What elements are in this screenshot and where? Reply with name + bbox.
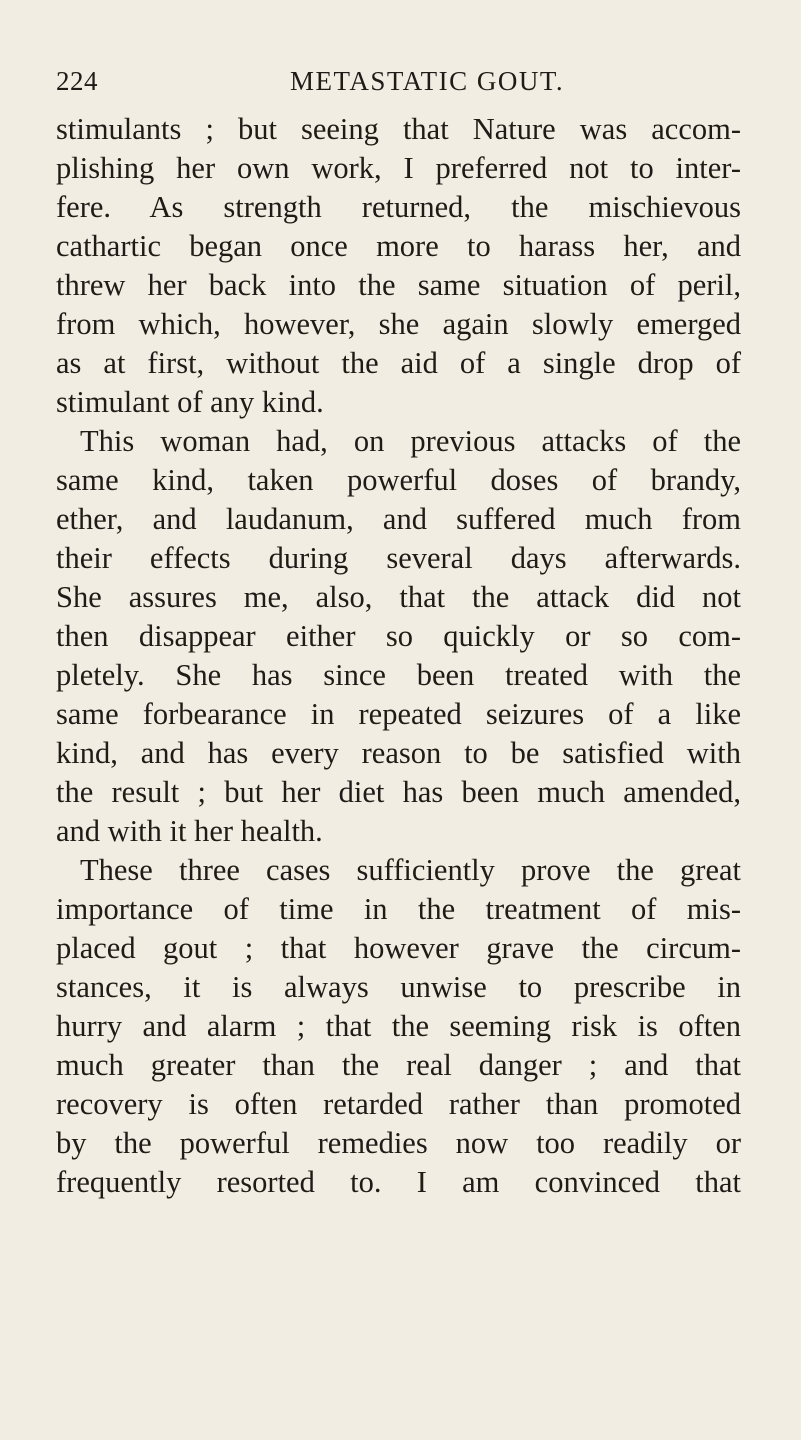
text-line: from which, however, she again slowly emerged: [56, 307, 741, 341]
text-line: These three cases sufficiently prove the great: [80, 853, 741, 887]
page-header: [56, 66, 735, 106]
text-line: stimulants ; but seeing that Nature was accom-: [56, 112, 741, 146]
text-line: frequently resorted to. I am convinced that: [56, 1165, 741, 1199]
text-line: and with it her health.: [56, 814, 323, 848]
text-line: threw her back into the same situation of peril,: [56, 268, 741, 302]
text-line: same forbearance in repeated seizures of a like: [56, 697, 741, 731]
text-line: recovery is often retarded rather than promoted: [56, 1087, 741, 1121]
text-line: cathartic began once more to harass her, and: [56, 229, 741, 263]
text-line: the result ; but her diet has been much amended,: [56, 775, 741, 809]
text-line: same kind, taken powerful doses of brandy,: [56, 463, 741, 497]
text-line: plishing her own work, I preferred not to inter-: [56, 151, 741, 185]
text-line: then disappear either so quickly or so com-: [56, 619, 741, 653]
body-text: [56, 110, 741, 1202]
text-line: kind, and has every reason to be satisfied with: [56, 736, 741, 770]
text-line: This woman had, on previous attacks of the: [80, 424, 741, 458]
running-title: METASTATIC GOUT.: [290, 66, 565, 96]
text-line: much greater than the real danger ; and that: [56, 1048, 741, 1082]
text-line: their effects during several days afterwards.: [56, 541, 741, 575]
text-line: ether, and laudanum, and suffered much from: [56, 502, 741, 536]
text-line: as at first, without the aid of a single drop of: [56, 346, 741, 380]
text-line: stimulant of any kind.: [56, 385, 324, 419]
text-line: importance of time in the treatment of mis-: [56, 892, 741, 926]
text-line: placed gout ; that however grave the circum-: [56, 931, 741, 965]
text-line: by the powerful remedies now too readily or: [56, 1126, 741, 1160]
page-number: 224: [56, 66, 98, 96]
text-line: pletely. She has since been treated with the: [56, 658, 741, 692]
text-line: stances, it is always unwise to prescribe in: [56, 970, 741, 1004]
text-line: She assures me, also, that the attack did not: [56, 580, 741, 614]
text-line: hurry and alarm ; that the seeming risk is often: [56, 1009, 741, 1043]
text-line: fere. As strength returned, the mischievous: [56, 190, 741, 224]
